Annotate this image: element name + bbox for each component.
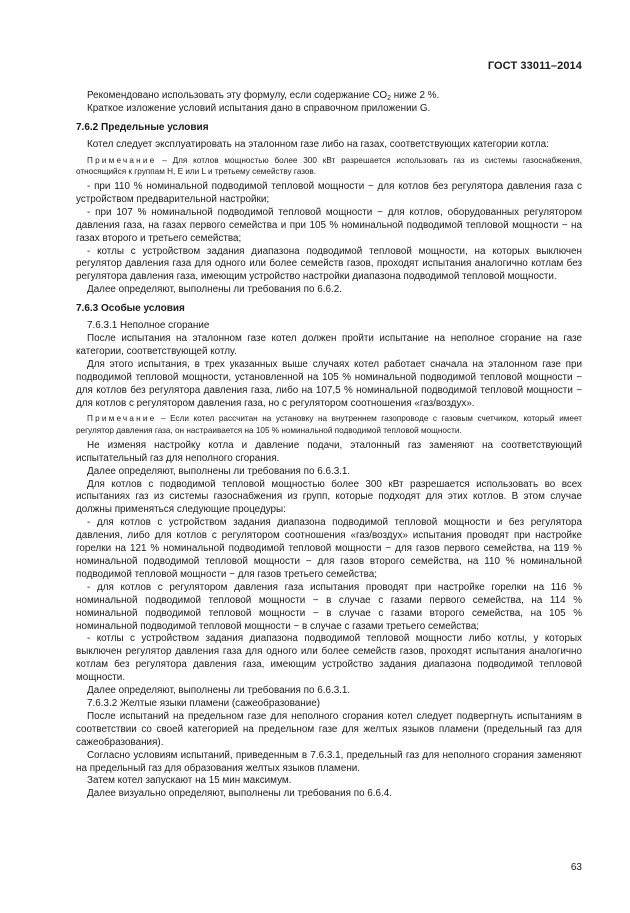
list-item: - для котлов с регулятором давления газа испытания проводят при настройке горелки на 116 % номинальной подводимой тепловой мощности − в случае с газами первого семейства, на 114 % номинальной подводимой тепловой мощности − в случае с газами второго семейства, на 105 % номинальной подводимой тепловой мощности − в случае с газами третьего семейства; bbox=[76, 581, 582, 632]
text-span: Рекомендовано использовать эту формулу, если содержание СО bbox=[87, 90, 388, 101]
subsection-title: 7.6.3.1 Неполное сгорание bbox=[87, 320, 210, 332]
paragraph: После испытаний на предельном газе для неполного сгорания котел следует подвергнуть испытаниям в соответствии со своей категорией на предельном газе для желтых языков пламени (предельный газ для сажеобразования). bbox=[76, 710, 582, 748]
paragraph: После испытания на эталонном газе котел должен пройти испытание на неполное сгорание на газе категории, соответствующей котлу. bbox=[76, 333, 582, 357]
paragraph: Далее определяют, выполнены ли требования по 6.6.3.1. bbox=[87, 685, 351, 697]
paragraph: Согласно условиям испытаний, приведенным в 7.6.3.1, предельный газ для неполного сгорания заменяют на предельный газ для образования желтых языков пламени. bbox=[76, 749, 582, 774]
list-item: - для котлов с устройством задания диапазона подводимой тепловой мощности и без регулятора давления, либо для котлов с регулятором соотношения «газ/воздух» испытания проводят при настройке горелки на 121 % номинальной подводимой тепловой мощности − для газов первого семейства, на 119 % номинальной подводимой тепловой мощности − для газов второго семейства, на 110 % номинальной подводимой тепловой мощности − для газов третьего семейства; bbox=[76, 517, 582, 580]
subsection-title: 7.6.3.2 Желтые языки пламени (сажеобразование) bbox=[87, 697, 320, 709]
section-heading: 7.6.3 Особые условия bbox=[76, 303, 185, 315]
note bbox=[76, 155, 582, 177]
note-text: – Для котлов мощностью более 300 кВт разрешается использовать газ из системы газоснабжения, относящийся к группам H, E или L и третьему семейству газов. bbox=[76, 155, 582, 176]
subscript: 2 bbox=[387, 95, 391, 102]
note-label: Примечание bbox=[87, 414, 157, 424]
paragraph: Не изменяя настройку котла и давление подачи, эталонный газ заменяют на соответствующий испытательный газ для неполного сгорания. bbox=[76, 439, 582, 464]
note bbox=[76, 413, 582, 435]
text-span: ниже 2 %. bbox=[390, 90, 440, 101]
paragraph: Для этого испытания, в трех указанных выше случаях котел работает сначала на эталонном газе при подводимой тепловой мощности, установленной на 105 % номинальной подводимой тепловой мощности − для котлов без регулятора давления газа, либо на 107,5 % номинальной подводимой тепловой мощности − для котлов с регулятором давления газа, но с регулятором соотношения «газ/воздух». bbox=[76, 358, 582, 409]
paragraph: Краткое изложение условий испытания дано в справочном приложении G. bbox=[87, 102, 431, 114]
paragraph: Котел следует эксплуатировать на эталонном газе либо на газах, соответствующих категории котла: bbox=[87, 138, 549, 150]
document-body bbox=[76, 90, 582, 801]
note-text: – Если котел рассчитан на установку на внутреннем газопроводе с газовым счетчиком, который имеет регулятор давления газа, он настраивается на 105 % номинальной подводимой тепловой мощности. bbox=[76, 414, 582, 435]
standard-header: ГОСТ 33011–2014 bbox=[487, 60, 582, 72]
paragraph: Затем котел запускают на 15 мин максимум. bbox=[87, 775, 292, 787]
paragraph: Для котлов с подводимой тепловой мощностью более 300 кВт разрешается использовать во всех испытаниях газ из системы газоснабжения из групп, которые подходят для этих котлов. В этом случае должны применяться следующие процедуры: bbox=[76, 478, 582, 516]
section-heading: 7.6.2 Предельные условия bbox=[76, 121, 209, 133]
page-number: 63 bbox=[570, 862, 582, 873]
list-item: - при 110 % номинальной подводимой тепловой мощности − для котлов без регулятора давления газа с устройством предварительной настройки; bbox=[76, 181, 582, 205]
paragraph: Далее определяют, выполнены ли требования по 6.6.2. bbox=[87, 284, 342, 296]
paragraph bbox=[76, 90, 582, 103]
list-item: - котлы с устройством задания диапазона подводимой тепловой мощности либо котлы, у которых выключен регулятор давления газа для одного или более семейств газов, проходят испытания аналогично котлам без регулятора давления газа, имеющим устройство задания диапазона подводимой тепловой мощности. bbox=[76, 633, 582, 684]
paragraph: Далее определяют, выполнены ли требования по 6.6.3.1. bbox=[87, 465, 351, 477]
note-label: Примечание bbox=[87, 155, 157, 165]
list-item: - котлы с устройством задания диапазона подводимой тепловой мощности, на которых выключен регулятор давления газа для одного или более семейств газов, проходят испытания аналогично котлам без регулятора давления газа, имеющим устройство настройки диапазона подводимой тепловой мощности. bbox=[76, 245, 582, 283]
paragraph: Далее визуально определяют, выполнены ли требования по 6.6.4. bbox=[87, 788, 393, 800]
list-item: - при 107 % номинальной подводимой тепловой мощности − для котлов, оборудованных регулятором давления газа, на газах первого семейства и при 105 % номинальной подводимой тепловой мощности − на газах второго и третьего семейства; bbox=[76, 206, 582, 244]
